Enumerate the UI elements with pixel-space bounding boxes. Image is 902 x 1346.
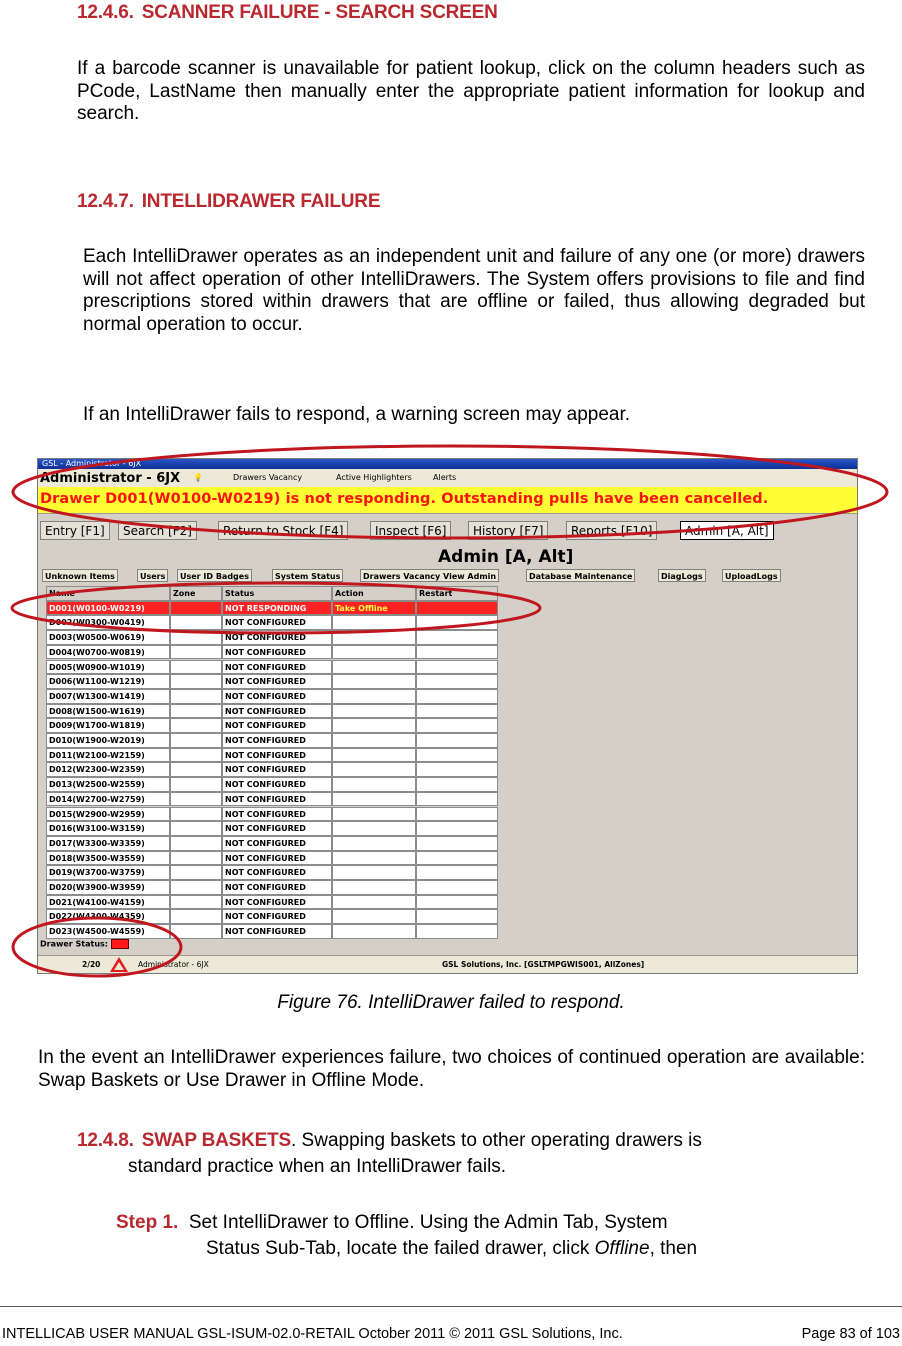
- cell-name: D007(W1300-W1419): [46, 689, 170, 704]
- cell-zone: [170, 674, 222, 689]
- step-label: Step 1.: [116, 1212, 179, 1233]
- cell-action: [332, 704, 416, 719]
- cell-name: D012(W2300-W2359): [46, 762, 170, 777]
- cell-status: NOT CONFIGURED: [222, 645, 332, 660]
- footer-manual-info: INTELLICAB USER MANUAL GSL-ISUM-02.0-RETAIL October 2011 © 2011 GSL Solutions, Inc.: [2, 1326, 623, 1342]
- screenshot-figure: [37, 458, 858, 974]
- footer-divider: [0, 1306, 902, 1307]
- warning-banner: [38, 487, 857, 514]
- step-1-line-1: Set IntelliDrawer to Offline. Using the Admin Tab, System: [188, 1212, 668, 1233]
- cell-name: D023(W4500-W4559): [46, 924, 170, 939]
- table-row[interactable]: [46, 821, 498, 836]
- cell-status: NOT CONFIGURED: [222, 880, 332, 895]
- cell-status: NOT CONFIGURED: [222, 630, 332, 645]
- cell-name: D019(W3700-W3759): [46, 865, 170, 880]
- cell-status: NOT CONFIGURED: [222, 615, 332, 630]
- cell-status: NOT CONFIGURED: [222, 851, 332, 866]
- cell-restart: [416, 718, 498, 733]
- cell-status: NOT CONFIGURED: [222, 733, 332, 748]
- cell-restart: [416, 924, 498, 939]
- subtab-database-maintenance[interactable]: Database Maintenance: [526, 569, 635, 582]
- cell-restart: [416, 748, 498, 763]
- section-number: 12.4.8.: [77, 1130, 134, 1151]
- cell-zone: [170, 733, 222, 748]
- cell-status: NOT CONFIGURED: [222, 762, 332, 777]
- cell-zone: [170, 851, 222, 866]
- offline-emphasis: Offline: [594, 1238, 650, 1259]
- table-row[interactable]: [46, 909, 498, 924]
- scanner-paragraph: If a barcode scanner is unavailable for patient lookup, click on the column headers such as PCode, LastName then manually enter the appropriate patient information for lookup and search.: [77, 58, 865, 124]
- cell-restart: [416, 601, 498, 616]
- cell-zone: [170, 865, 222, 880]
- active-highlighters-button[interactable]: Active Highlighters: [336, 473, 412, 482]
- section-number: 12.4.6.: [77, 2, 134, 23]
- table-row[interactable]: [46, 807, 498, 822]
- column-header-status[interactable]: Status: [222, 586, 332, 601]
- column-header-name[interactable]: Name: [46, 586, 170, 601]
- cell-restart: [416, 807, 498, 822]
- cell-action: [332, 645, 416, 660]
- cell-name: D021(W4100-W4159): [46, 895, 170, 910]
- window-titlebar: GSL - Administrator - 6JX: [38, 459, 857, 469]
- main-tabs: [38, 521, 857, 541]
- cell-name: D013(W2500-W2559): [46, 777, 170, 792]
- cell-restart: [416, 733, 498, 748]
- cell-action: [332, 821, 416, 836]
- admin-title: Admin [A, Alt]: [438, 547, 574, 567]
- table-row[interactable]: [46, 704, 498, 719]
- alerts-button[interactable]: Alerts: [433, 473, 457, 482]
- grid-header-row: [46, 586, 498, 601]
- cell-zone: [170, 762, 222, 777]
- cell-name: D011(W2100-W2159): [46, 748, 170, 763]
- cell-restart: [416, 851, 498, 866]
- table-row[interactable]: [46, 865, 498, 880]
- step-1: [116, 1212, 668, 1235]
- cell-restart: [416, 689, 498, 704]
- failure-paragraph: In the event an IntelliDrawer experiences failure, two choices of continued operation are available: Swap Baskets or Use Drawer in Offline Mode.: [38, 1047, 865, 1091]
- subtab-diaglogs[interactable]: DiagLogs: [658, 569, 706, 582]
- section-title: SWAP BASKETS: [141, 1130, 291, 1151]
- swap-baskets-line-2: standard practice when an IntelliDrawer fails.: [128, 1156, 507, 1177]
- cell-restart: [416, 895, 498, 910]
- cell-name: D020(W3900-W3959): [46, 880, 170, 895]
- cell-zone: [170, 689, 222, 704]
- cell-name: D016(W3100-W3159): [46, 821, 170, 836]
- table-row[interactable]: [46, 851, 498, 866]
- cell-name: D004(W0700-W0819): [46, 645, 170, 660]
- cell-action: [332, 880, 416, 895]
- section-heading-swap-baskets: [77, 1130, 877, 1153]
- cell-action: [332, 762, 416, 777]
- cell-action: [332, 792, 416, 807]
- cell-status: NOT CONFIGURED: [222, 895, 332, 910]
- cell-action: [332, 909, 416, 924]
- app-toolbar: [38, 469, 857, 487]
- sub-tabs: [42, 569, 857, 583]
- cell-restart: [416, 630, 498, 645]
- warning-triangle-icon[interactable]: [110, 957, 128, 972]
- tab-search[interactable]: Search [F2]: [118, 521, 197, 540]
- cell-name: D014(W2700-W2759): [46, 792, 170, 807]
- cell-name: D010(W1900-W2019): [46, 733, 170, 748]
- cell-status: NOT CONFIGURED: [222, 689, 332, 704]
- cell-name: D006(W1100-W1219): [46, 674, 170, 689]
- subtab-drawers-vacancy-view-admin[interactable]: Drawers Vacancy View Admin: [360, 569, 499, 582]
- cell-status: NOT CONFIGURED: [222, 909, 332, 924]
- cell-name: D005(W0900-W1019): [46, 660, 170, 675]
- cell-restart: [416, 777, 498, 792]
- cell-status: NOT CONFIGURED: [222, 748, 332, 763]
- cell-status: NOT CONFIGURED: [222, 924, 332, 939]
- section-heading-intellidrawer: [77, 191, 380, 213]
- cell-restart: [416, 836, 498, 851]
- step-1-line-2: [206, 1238, 697, 1261]
- subtab-system-status[interactable]: System Status: [272, 569, 343, 582]
- cell-restart: [416, 865, 498, 880]
- cell-status: NOT CONFIGURED: [222, 807, 332, 822]
- table-row[interactable]: [46, 601, 498, 616]
- cell-restart: [416, 762, 498, 777]
- cell-status: NOT RESPONDING: [222, 601, 332, 616]
- step-1-line-2-text: Status Sub-Tab, locate the failed drawer, click: [206, 1238, 595, 1259]
- cell-action: [332, 895, 416, 910]
- cell-name: D003(W0500-W0619): [46, 630, 170, 645]
- cell-name: D008(W1500-W1619): [46, 704, 170, 719]
- tab-entry[interactable]: Entry [F1]: [40, 521, 110, 540]
- cell-zone: [170, 924, 222, 939]
- cell-zone: [170, 836, 222, 851]
- table-row[interactable]: [46, 630, 498, 645]
- cell-status: NOT CONFIGURED: [222, 718, 332, 733]
- tab-reports[interactable]: Reports [F10]: [566, 521, 657, 540]
- cell-status: NOT CONFIGURED: [222, 674, 332, 689]
- cell-action: [332, 865, 416, 880]
- table-row[interactable]: [46, 924, 498, 939]
- drawer-status-red-box: [111, 939, 129, 949]
- cell-action: [332, 615, 416, 630]
- subtab-uploadlogs[interactable]: UploadLogs: [722, 569, 781, 582]
- step-1-line-2-end: , then: [649, 1238, 698, 1259]
- table-row[interactable]: [46, 645, 498, 660]
- cell-restart: [416, 821, 498, 836]
- cell-action: [332, 718, 416, 733]
- table-row[interactable]: [46, 792, 498, 807]
- cell-restart: [416, 704, 498, 719]
- cell-name: D018(W3500-W3559): [46, 851, 170, 866]
- cell-zone: [170, 718, 222, 733]
- cell-zone: [170, 792, 222, 807]
- cell-zone: [170, 615, 222, 630]
- app-label: Administrator - 6JX: [40, 471, 181, 486]
- table-row[interactable]: [46, 689, 498, 704]
- column-header-restart[interactable]: Restart: [416, 586, 498, 601]
- table-row[interactable]: [46, 777, 498, 792]
- table-row[interactable]: [46, 733, 498, 748]
- column-header-zone[interactable]: Zone: [170, 586, 222, 601]
- table-row[interactable]: [46, 836, 498, 851]
- tab-return-to-stock[interactable]: Return to Stock [F4]: [218, 521, 348, 540]
- drawers-vacancy-button[interactable]: Drawers Vacancy: [233, 473, 303, 482]
- section-number: 12.4.7.: [77, 191, 134, 212]
- cell-status: NOT CONFIGURED: [222, 836, 332, 851]
- warning-intro-paragraph: If an IntelliDrawer fails to respond, a warning screen may appear.: [83, 404, 631, 425]
- cell-name: D009(W1700-W1819): [46, 718, 170, 733]
- cell-name: D017(W3300-W3359): [46, 836, 170, 851]
- cell-action: [332, 924, 416, 939]
- cell-restart: [416, 880, 498, 895]
- table-row[interactable]: [46, 615, 498, 630]
- cell-zone: [170, 704, 222, 719]
- cell-restart: [416, 674, 498, 689]
- cell-name: D022(W4300-W4359): [46, 909, 170, 924]
- cell-name: D015(W2900-W2959): [46, 807, 170, 822]
- intellidrawer-paragraph: Each IntelliDrawer operates as an independent unit and failure of any one (or more) drawers will not affect operation of other IntelliDrawers. The System offers provisions to file and find prescriptions stored within drawers that are offline or failed, thus allowing degraded but normal operation to occur.: [83, 246, 865, 335]
- cell-action: [332, 630, 416, 645]
- cell-action: [332, 851, 416, 866]
- cell-status: NOT CONFIGURED: [222, 865, 332, 880]
- drawer-status-label: Drawer Status:: [40, 939, 108, 949]
- cell-restart: [416, 909, 498, 924]
- cell-zone: [170, 645, 222, 660]
- table-row[interactable]: [46, 660, 498, 675]
- status-company: GSL Solutions, Inc. [GSLTMPGWIS001, AllZones]: [442, 960, 645, 969]
- cell-action[interactable]: Take Offline: [332, 601, 416, 616]
- cell-zone: [170, 660, 222, 675]
- cell-zone: [170, 821, 222, 836]
- column-header-action[interactable]: Action: [332, 586, 416, 601]
- cell-status: NOT CONFIGURED: [222, 777, 332, 792]
- footer-page-number: Page 83 of 103: [801, 1326, 900, 1342]
- cell-status: NOT CONFIGURED: [222, 792, 332, 807]
- cell-zone: [170, 630, 222, 645]
- tab-inspect[interactable]: Inspect [F6]: [370, 521, 451, 540]
- cell-zone: [170, 748, 222, 763]
- cell-action: [332, 836, 416, 851]
- status-count: 2/20: [82, 960, 101, 969]
- swap-baskets-text: . Swapping baskets to other operating drawers is: [291, 1130, 702, 1151]
- table-row[interactable]: [46, 674, 498, 689]
- status-user: Administrator - 6JX: [138, 960, 209, 969]
- cell-zone: [170, 880, 222, 895]
- tab-history[interactable]: History [F7]: [468, 521, 548, 540]
- cell-action: [332, 674, 416, 689]
- tab-admin[interactable]: Admin [A, Alt]: [680, 521, 774, 540]
- cell-restart: [416, 792, 498, 807]
- table-row[interactable]: [46, 718, 498, 733]
- cell-zone: [170, 909, 222, 924]
- subtab-unknown-items[interactable]: Unknown Items: [42, 569, 118, 582]
- subtab-users[interactable]: Users: [137, 569, 168, 582]
- figure-caption: Figure 76. IntelliDrawer failed to respond.: [277, 992, 625, 1013]
- cell-restart: [416, 660, 498, 675]
- cell-restart: [416, 615, 498, 630]
- help-icon[interactable]: 💡: [193, 473, 203, 482]
- cell-restart: [416, 645, 498, 660]
- cell-name: D001(W0100-W0219): [46, 601, 170, 616]
- cell-status: NOT CONFIGURED: [222, 704, 332, 719]
- cell-action: [332, 748, 416, 763]
- table-row[interactable]: [46, 895, 498, 910]
- cell-action: [332, 689, 416, 704]
- cell-name: D002(W0300-W0419): [46, 615, 170, 630]
- cell-action: [332, 777, 416, 792]
- cell-zone: [170, 601, 222, 616]
- cell-action: [332, 660, 416, 675]
- cell-status: NOT CONFIGURED: [222, 660, 332, 675]
- cell-action: [332, 807, 416, 822]
- drawer-status-indicator: [40, 939, 129, 949]
- cell-zone: [170, 777, 222, 792]
- cell-zone: [170, 895, 222, 910]
- warning-text: Drawer D001(W0100-W0219) is not responding. Outstanding pulls have been cancelled.: [40, 491, 769, 507]
- section-heading-scanner: [77, 2, 498, 24]
- cell-action: [332, 733, 416, 748]
- section-title: SCANNER FAILURE - SEARCH SCREEN: [141, 2, 498, 23]
- cell-status: NOT CONFIGURED: [222, 821, 332, 836]
- section-title: INTELLIDRAWER FAILURE: [141, 191, 381, 212]
- app-statusbar: [38, 955, 857, 974]
- cell-zone: [170, 807, 222, 822]
- subtab-user-id-badges[interactable]: User ID Badges: [177, 569, 252, 582]
- table-row[interactable]: [46, 880, 498, 895]
- table-row[interactable]: [46, 748, 498, 763]
- table-row[interactable]: [46, 762, 498, 777]
